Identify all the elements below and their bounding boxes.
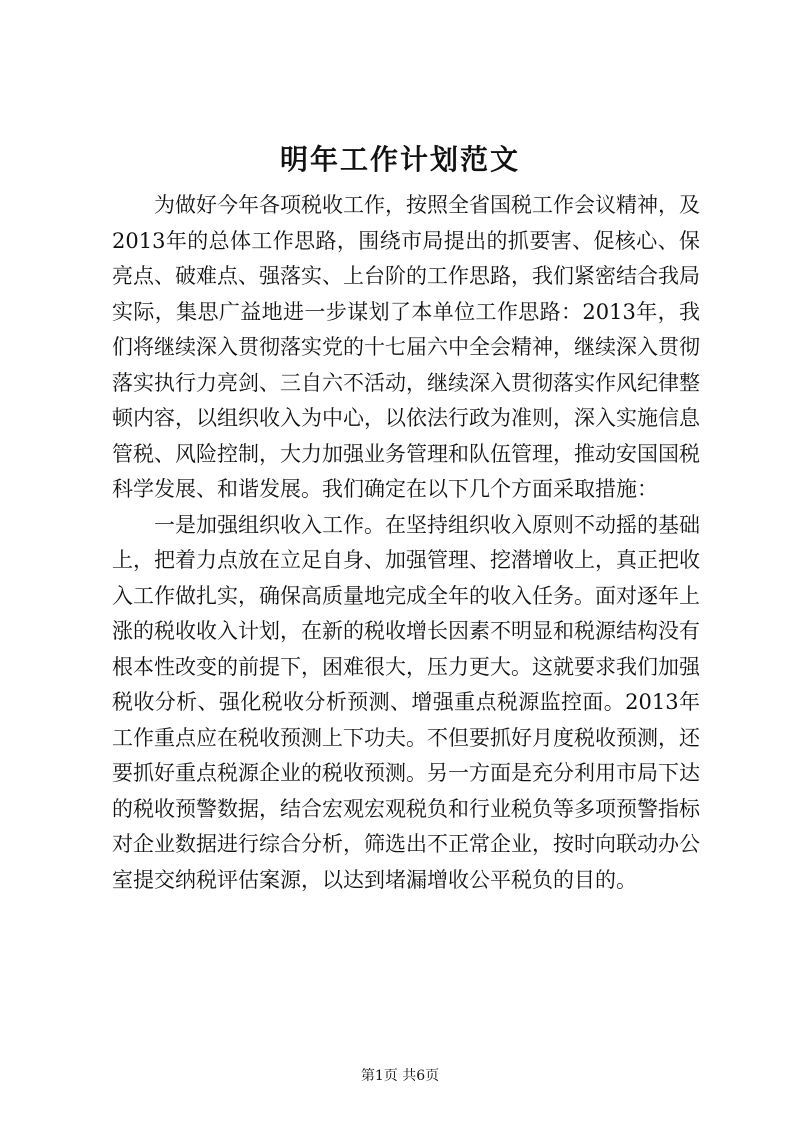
- page-footer: 第1页 共6页: [360, 1068, 440, 1084]
- paragraph-intro: 为做好今年各项税收工作，按照全省国税工作会议精神，及2013年的总体工作思路，围绕市局提出的抓要害、促核心、保亮点、破难点、强落实、上台阶的工作思路，我们紧密结合我局实际，集思广益地进一步谋划了本单位工作思路：2013年，我们将继续深入贯彻落实党的十七届六中全会精神，继续深入贯彻落实执行力亮剑、三自六不活动，继续深入贯彻落实作风纪律整顿内容，以组织收入为中心，以依法行政为准则，深入实施信息管税、风险控制，大力加强业务管理和队伍管理，推动安国国税科学发展、和谐发展。我们确定在以下几个方面采取措施：: [112, 193, 700, 501]
- document-title: 明年工作计划范文: [279, 143, 520, 176]
- document-body: [112, 188, 700, 898]
- paragraph-revenue-work: 一是加强组织收入工作。在坚持组织收入原则不动摇的基础上，把着力点放在立足自身、加强管理、挖潜增收上，真正把收入工作做扎实，确保高质量地完成全年的收入任务。面对逐年上涨的税收收入计划，在新的税收增长因素不明显和税源结构没有根本性改变的前提下，困难很大，压力更大。这就要求我们加强税收分析、强化税收分析预测、增强重点税源监控面。2013年工作重点应在税收预测上下功夫。不但要抓好月度税收预测，还要抓好重点税源企业的税收预测。另一方面是充分利用市局下达的税收预警数据，结合宏观宏观税负和行业税负等多项预警指标对企业数据进行综合分析，筛选出不正常企业，按时向联动办公室提交纳税评估案源，以达到堵漏增收公平税负的目的。: [112, 512, 700, 892]
